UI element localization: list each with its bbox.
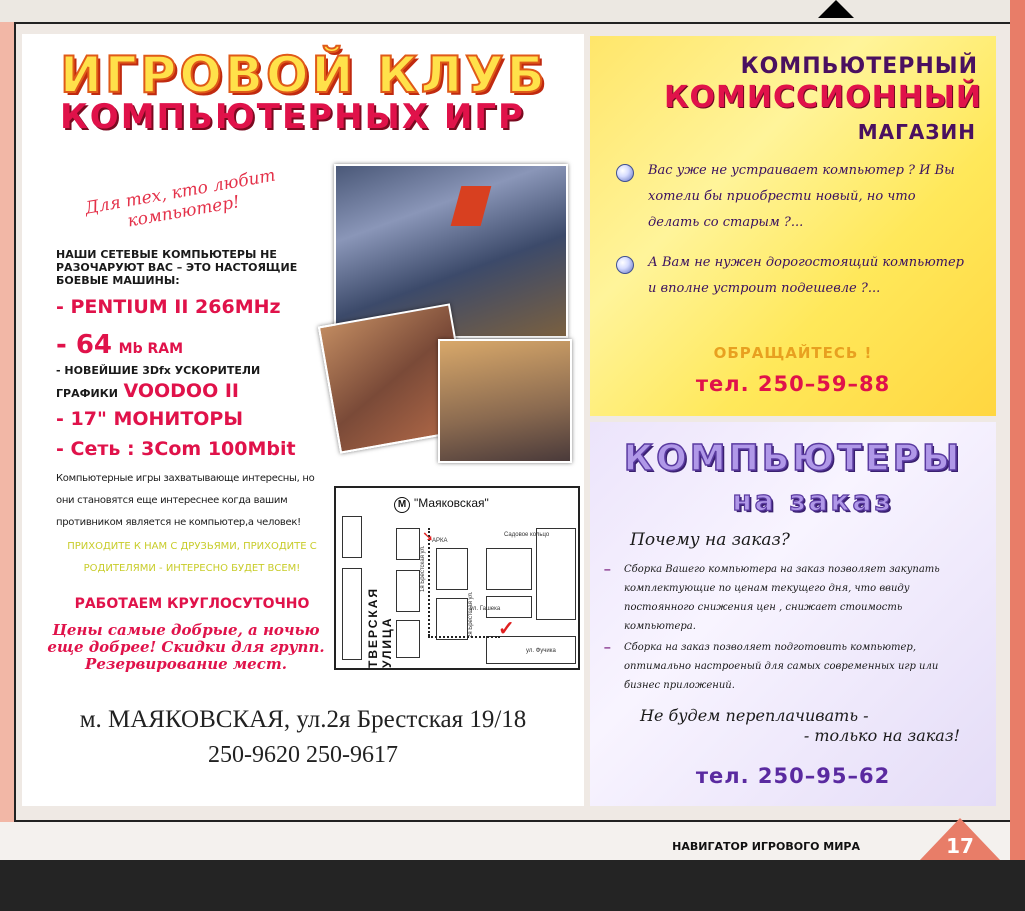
dash-icon: – (604, 562, 611, 576)
metro-name: "Маяковская" (414, 496, 489, 510)
map-1brest-label: 1я Брестская ул. (420, 545, 426, 592)
map-block (436, 598, 468, 640)
map-gasheka-label: ул. Гашека (470, 606, 501, 612)
game-screenshots (328, 164, 574, 454)
map-arch-label: АРКА (432, 538, 448, 544)
map-block (436, 548, 468, 590)
spec-ram-value: - 64 (56, 330, 113, 360)
custom-title-line2: на заказ (732, 484, 894, 517)
custom-computers-ad (590, 422, 996, 806)
club-hours: РАБОТАЕМ КРУГЛОСУТОЧНО (74, 596, 310, 612)
map-2brest-label: 2я Брестская ул. (468, 591, 474, 638)
page-number: 17 (946, 834, 974, 858)
custom-slogan-2: - только на заказ! (803, 726, 960, 745)
club-subtitle: КОМПЬЮТЕРНЫХ ИГР (60, 97, 525, 137)
arrow-down-icon: ➘ (422, 528, 434, 544)
footer-dark-band (0, 860, 1025, 911)
shop-item-2: А Вам не нужен дорогостоящий компьютер и вполне устроит подешевле ?... (648, 255, 964, 296)
club-invite: ПРИХОДИТЕ К НАМ С ДРУЗЬЯМИ, ПРИХОДИТЕ С РОДИТЕЛЯМИ - ИНТЕРЕСНО БУДЕТ ВСЕМ! (67, 541, 317, 574)
shop-title-line2: КОМИССИОННЫЙ (663, 80, 982, 115)
club-tagline: Для тех, кто любит компьютер! (83, 165, 278, 232)
shop-item-1: Вас уже не устраивает компьютер ? И Вы хотели бы приобрести новый, но что делать со старым ?... (648, 163, 955, 230)
right-margin-band (1010, 0, 1025, 860)
metro-icon: М (394, 497, 410, 513)
flag-icon (451, 186, 492, 226)
top-triangle-marker (818, 0, 854, 18)
game-screenshot-3 (438, 339, 572, 463)
shop-phone: тел. 250–59–88 (695, 372, 891, 396)
bullet-icon (616, 256, 634, 274)
club-intro: НАШИ СЕТЕВЫЕ КОМПЬЮТЕРЫ НЕ РАЗОЧАРУЮТ ВАС – ЭТО НАСТОЯЩИЕ БОЕВЫЕ МАШИНЫ: (56, 248, 298, 287)
magazine-name: НАВИГАТОР ИГРОВОГО МИРА (672, 840, 860, 853)
dash-icon: – (604, 640, 611, 654)
shop-title-line1: КОМПЬЮТЕРНЫЙ (740, 54, 978, 79)
checkmark-icon: ✓ (498, 618, 515, 640)
spec-gpu-line2 (56, 380, 239, 402)
map-block (342, 568, 362, 660)
spec-network: - Сеть : 3Com 100Mbit (56, 438, 296, 460)
map-route (428, 636, 500, 638)
custom-question: Почему на заказ? (630, 530, 790, 550)
custom-point-1: Сборка Вашего компьютера на заказ позволяет закупать комплектующие по ценам текущего дня, что ввиду постоянного снижения цен , снижает стоимость компьютера. (624, 564, 940, 632)
club-promo: Цены самые добрые, а ночью еще добрее! Скидки для групп. Резервирование мест. (47, 621, 325, 673)
spec-ram-unit: Mb RAM (118, 341, 184, 357)
spec-cpu: - PENTIUM II 266MHz (56, 296, 281, 318)
map-block (396, 620, 420, 658)
custom-phone: тел. 250–95–62 (695, 764, 891, 788)
metro-label (394, 496, 489, 513)
commission-shop-ad (590, 36, 996, 416)
map-block (536, 528, 576, 620)
spec-monitors: - 17" МОНИТОРЫ (56, 408, 244, 430)
club-phones: 250-9620 250-9617 (208, 742, 398, 768)
location-map (334, 486, 580, 670)
map-block (342, 516, 362, 558)
custom-title-line1: КОМПЬЮТЕРЫ (623, 438, 963, 479)
club-title: ИГРОВОЙ КЛУБ (60, 46, 548, 104)
spec-gpu-name: VOODOO II (123, 380, 239, 402)
spec-ram (56, 330, 183, 360)
top-strip (0, 0, 1025, 22)
map-ring-label: Садовое кольцо (504, 532, 550, 538)
custom-point-2: Сборка на заказ позволяет подготовить компьютер, оптимально настроеный для самых современных игр или бизнес приложений. (624, 642, 939, 691)
map-block (396, 570, 420, 612)
game-club-ad (22, 34, 584, 806)
club-address: м. МАЯКОВСКАЯ, ул.2я Брестская 19/18 (79, 706, 527, 733)
club-description: Компьютерные игры захватывающе интересны, но они становятся еще интереснее когда вашим противником является не компьютер,а человек! (56, 473, 315, 528)
map-block (486, 548, 532, 590)
spec-gpu-prefix: ГРАФИКИ (56, 387, 118, 400)
map-street-tverskaya: ТВЕРСКАЯ УЛИЦА (366, 587, 394, 668)
map-fuchika-label: ул. Фучика (526, 648, 556, 654)
map-block (396, 528, 420, 560)
custom-slogan-1: Не будем переплачивать - (640, 706, 869, 725)
shop-title-line3: МАГАЗИН (857, 120, 976, 144)
bullet-icon (616, 164, 634, 182)
spec-gpu-line1: - НОВЕЙШИЕ 3Dfx УСКОРИТЕЛИ (56, 364, 261, 377)
shop-cta: ОБРАЩАЙТЕСЬ ! (713, 344, 873, 362)
